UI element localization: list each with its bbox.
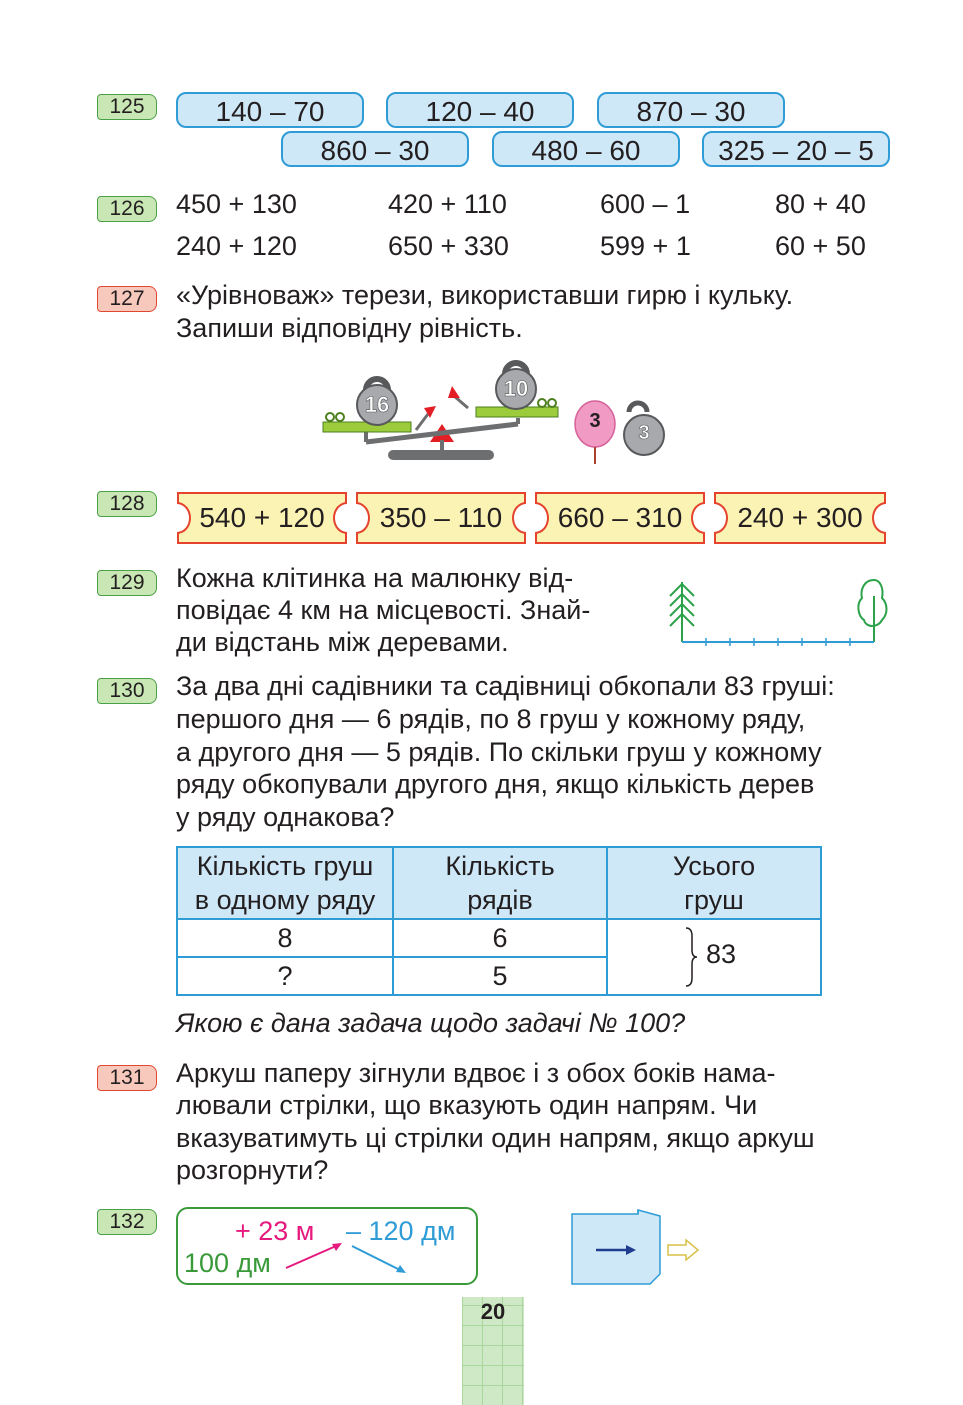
table-cell-total bbox=[607, 919, 821, 995]
task-text: Кожна клітинка на малюнку від- bbox=[176, 563, 574, 593]
task-text: вказуватимуть ці стрілки один напрям, якщо аркуш bbox=[176, 1123, 815, 1153]
balloon-label: 3 bbox=[589, 410, 601, 432]
table-header: Кількість рядів bbox=[393, 847, 607, 919]
weight-label: 3 bbox=[638, 422, 650, 444]
task-text: повідає 4 км на місцевості. Знай- bbox=[176, 595, 591, 625]
chain-start: 100 дм bbox=[184, 1248, 271, 1278]
expression: 60 + 50 bbox=[775, 231, 866, 261]
chain-plus: + 23 м bbox=[235, 1216, 315, 1246]
task-text: у ряду однакова? bbox=[176, 802, 395, 832]
expression: 420 + 110 bbox=[388, 189, 507, 219]
arrow-icon bbox=[286, 1246, 336, 1268]
expression-pill: 120 – 40 bbox=[386, 92, 574, 128]
task-text: ди відстань між деревами. bbox=[176, 627, 509, 657]
expression-ticket: 540 + 120 bbox=[177, 492, 347, 544]
tree-icon bbox=[858, 580, 886, 642]
expression: 80 + 40 bbox=[775, 189, 866, 219]
table-header: Кількість груш в одному ряду bbox=[177, 847, 393, 919]
task-text: першого дня — 6 рядів, по 8 груш у кожному ряду, bbox=[176, 704, 806, 734]
expression-pill: 480 – 60 bbox=[492, 131, 680, 167]
brace-icon bbox=[684, 926, 698, 988]
expression: 240 + 120 bbox=[176, 231, 297, 261]
exercise-number-130: 130 bbox=[97, 678, 157, 704]
expression: 599 + 1 bbox=[600, 231, 691, 261]
exercise-number-131: 131 bbox=[97, 1065, 157, 1091]
weight-label: 10 bbox=[503, 376, 529, 401]
task-text: «Урівноваж» терези, використавши гирю і кульку. bbox=[176, 280, 794, 310]
exercise-number-125: 125 bbox=[97, 94, 157, 120]
table-cell: ? bbox=[177, 957, 393, 995]
task-text: Аркуш паперу зігнули вдвоє і з обох боків нама- bbox=[176, 1058, 776, 1088]
expression-pill: 860 – 30 bbox=[281, 131, 469, 167]
question-text: Якою є дана задача щодо задачі № 100? bbox=[176, 1008, 686, 1038]
exercise-number-132: 132 bbox=[97, 1209, 157, 1235]
arrow-icon bbox=[352, 1246, 400, 1270]
expression-ticket: 350 – 110 bbox=[356, 492, 526, 544]
exercise-number-129: 129 bbox=[97, 570, 157, 596]
expression-pill: 140 – 70 bbox=[176, 92, 364, 128]
task-text: За два дні садівники та садівниці обкопали 83 груші: bbox=[176, 671, 835, 701]
task-text: Запиши відповідну рівність. bbox=[176, 313, 523, 343]
outline-arrow-icon bbox=[668, 1240, 698, 1260]
task-text: а другого дня — 5 рядів. По скільки груш у кожному bbox=[176, 737, 822, 767]
table-row bbox=[177, 919, 821, 957]
trees-distance-illustration bbox=[664, 576, 894, 650]
chain-minus: – 120 дм bbox=[346, 1216, 456, 1246]
table-header: Усього груш bbox=[607, 847, 821, 919]
expression-pill: 325 – 20 – 5 bbox=[702, 131, 890, 167]
exercise-number-126: 126 bbox=[97, 196, 157, 222]
chain-arrows bbox=[280, 1238, 420, 1278]
table-cell: 5 bbox=[393, 957, 607, 995]
expression: 600 – 1 bbox=[600, 189, 691, 219]
expression-ticket: 660 – 310 bbox=[535, 492, 705, 544]
expression-ticket: 240 + 300 bbox=[714, 492, 886, 544]
expression: 650 + 330 bbox=[388, 231, 509, 261]
task-text: лювали стрілки, що вказують один напрям. Чи bbox=[176, 1090, 758, 1120]
task-text: ряду обкопували другого дня, якщо кількість дерев bbox=[176, 769, 815, 799]
exercise-number-127: 127 bbox=[97, 286, 157, 312]
folded-paper-illustration bbox=[568, 1208, 708, 1288]
table-cell: 6 bbox=[393, 919, 607, 957]
exercise-number-128: 128 bbox=[97, 491, 157, 517]
weight-label: 16 bbox=[364, 392, 390, 417]
table-cell: 8 bbox=[177, 919, 393, 957]
expression-pill: 870 – 30 bbox=[597, 92, 785, 128]
spruce-icon bbox=[670, 582, 694, 642]
data-table bbox=[176, 846, 822, 996]
total-value: 83 bbox=[706, 939, 737, 969]
page-number: 20 bbox=[480, 1299, 506, 1324]
task-text: розгорнути? bbox=[176, 1155, 329, 1185]
expression: 450 + 130 bbox=[176, 189, 297, 219]
